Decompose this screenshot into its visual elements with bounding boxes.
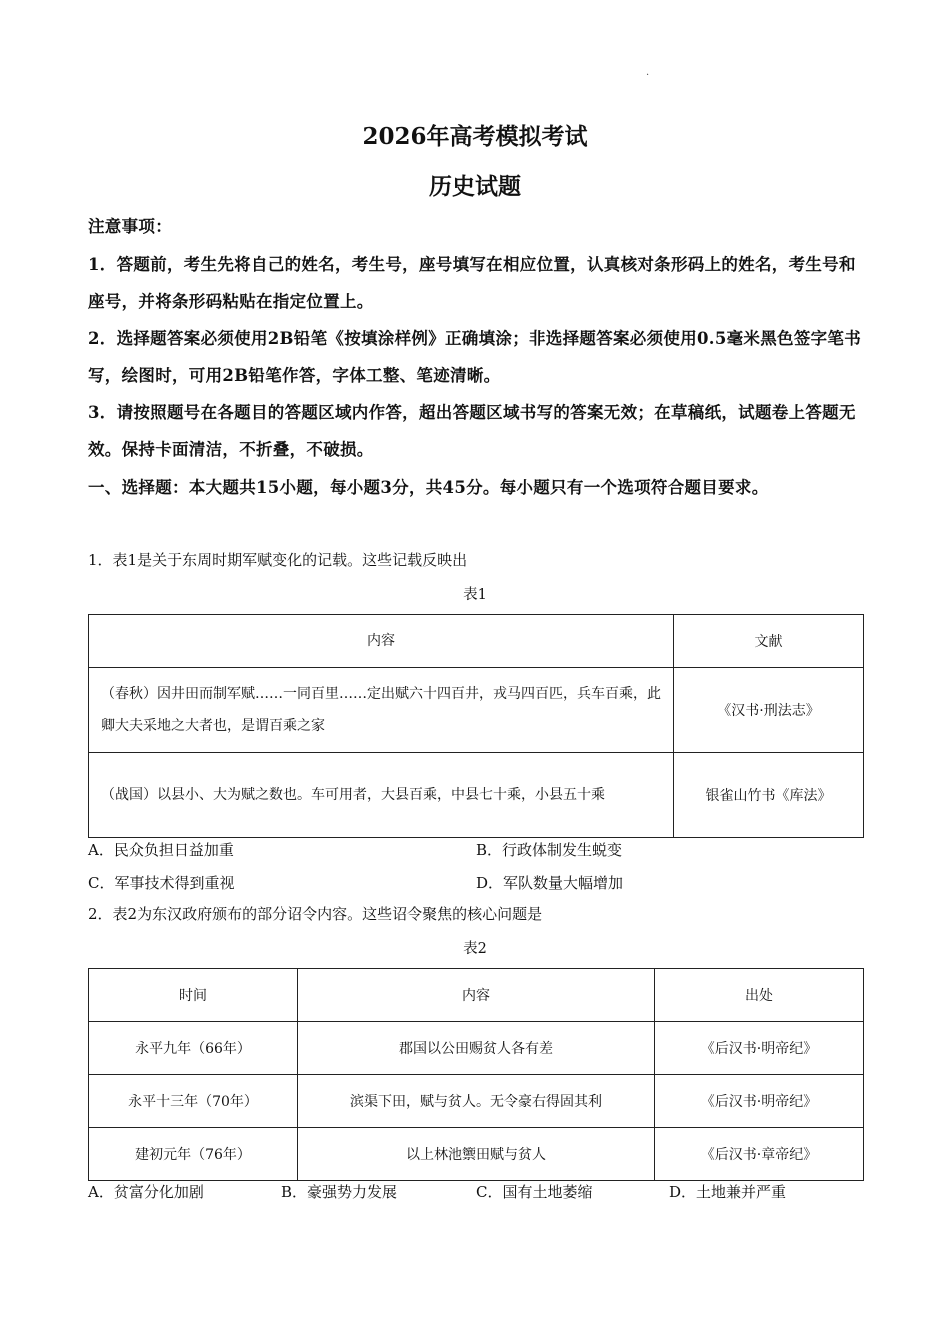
question-1-stem: 1．表1是关于东周时期军赋变化的记载。这些记载反映出 xyxy=(88,551,468,569)
table-2-cell: 永平十三年（70年） xyxy=(89,1075,298,1128)
notice-heading: 注意事项： xyxy=(88,217,172,236)
table-2-cell: 《后汉书·章帝纪》 xyxy=(655,1128,864,1181)
exam-title: 2026年高考模拟考试 xyxy=(362,123,588,150)
q2-option-c: C．国有土地萎缩 xyxy=(476,1183,593,1201)
table-2 xyxy=(88,968,864,1181)
table-2-cell: 《后汉书·明帝纪》 xyxy=(655,1075,864,1128)
question-2-stem: 2．表2为东汉政府颁布的部分诏令内容。这些诏令聚焦的核心问题是 xyxy=(88,905,543,923)
q2-option-d: D．土地兼并严重 xyxy=(669,1183,787,1201)
table-1-cell: 银雀山竹书《库法》 xyxy=(674,753,864,838)
notice-item-1: 1．答题前，考生先将自己的姓名，考生号，座号填写在相应位置，认真核对条形码上的姓名，考生号和座号，并将条形码粘贴在指定位置上。 xyxy=(88,255,856,311)
notice-item-3: 3．请按照题号在各题目的答题区域内作答，超出答题区域书写的答案无效；在草稿纸，试题卷上答题无效。保持卡面清洁，不折叠，不破损。 xyxy=(88,403,856,459)
notice-item-2: 2．选择题答案必须使用2B铅笔《按填涂样例》正确填涂；非选择题答案必须使用0.5毫米黑色签字笔书写，绘图时，可用2B铅笔作答，字体工整、笔迹清晰。 xyxy=(88,329,862,385)
table-1-cell: （战国）以县小、大为赋之数也。车可用者，大县百乘，中县七十乘，小县五十乘 xyxy=(89,753,674,838)
table-1-caption: 表1 xyxy=(463,587,487,603)
table-2-header-source: 出处 xyxy=(655,969,864,1022)
table-2-cell: 建初元年（76年） xyxy=(89,1128,298,1181)
table-1 xyxy=(88,614,864,838)
table-2-cell: 郡国以公田赐贫人各有差 xyxy=(298,1022,655,1075)
table-2-header-row xyxy=(89,969,864,1022)
q1-option-d: D．军队数量大幅增加 xyxy=(476,874,624,892)
table-row xyxy=(89,1075,864,1128)
table-2-cell: 滨渠下田，赋与贫人。无令豪右得固其利 xyxy=(298,1075,655,1128)
section-heading: 一、选择题：本大题共15小题，每小题3分，共45分。每小题只有一个选项符合题目要求。 xyxy=(88,478,769,497)
table-row xyxy=(89,668,864,753)
table-1-header-source: 文献 xyxy=(674,615,864,668)
q2-option-a: A．贫富分化加剧 xyxy=(88,1183,204,1201)
table-1-cell: （春秋）因井田而制军赋……一同百里……定出赋六十四百井，戎马四百匹，兵车百乘，此卿大夫采地之大者也，是谓百乘之家 xyxy=(89,668,674,753)
q1-option-c: C．军事技术得到重视 xyxy=(88,874,235,892)
table-row xyxy=(89,1022,864,1075)
q2-option-b: B．豪强势力发展 xyxy=(281,1183,398,1201)
table-2-cell: 以上林池籞田赋与贫人 xyxy=(298,1128,655,1181)
table-row xyxy=(89,1128,864,1181)
table-2-cell: 《后汉书·明帝纪》 xyxy=(655,1022,864,1075)
q1-option-a: A．民众负担日益加重 xyxy=(88,841,234,859)
q1-option-b: B．行政体制发生蜕变 xyxy=(476,841,623,859)
exam-subtitle: 历史试题 xyxy=(429,173,521,200)
table-2-cell: 永平九年（66年） xyxy=(89,1022,298,1075)
table-2-header-time: 时间 xyxy=(89,969,298,1022)
table-2-header-content: 内容 xyxy=(298,969,655,1022)
table-1-header-row xyxy=(89,615,864,668)
table-row xyxy=(89,753,864,838)
table-1-header-content: 内容 xyxy=(89,615,674,668)
page-dot: · xyxy=(646,70,650,81)
table-1-cell: 《汉书·刑法志》 xyxy=(674,668,864,753)
table-2-caption: 表2 xyxy=(463,941,487,957)
